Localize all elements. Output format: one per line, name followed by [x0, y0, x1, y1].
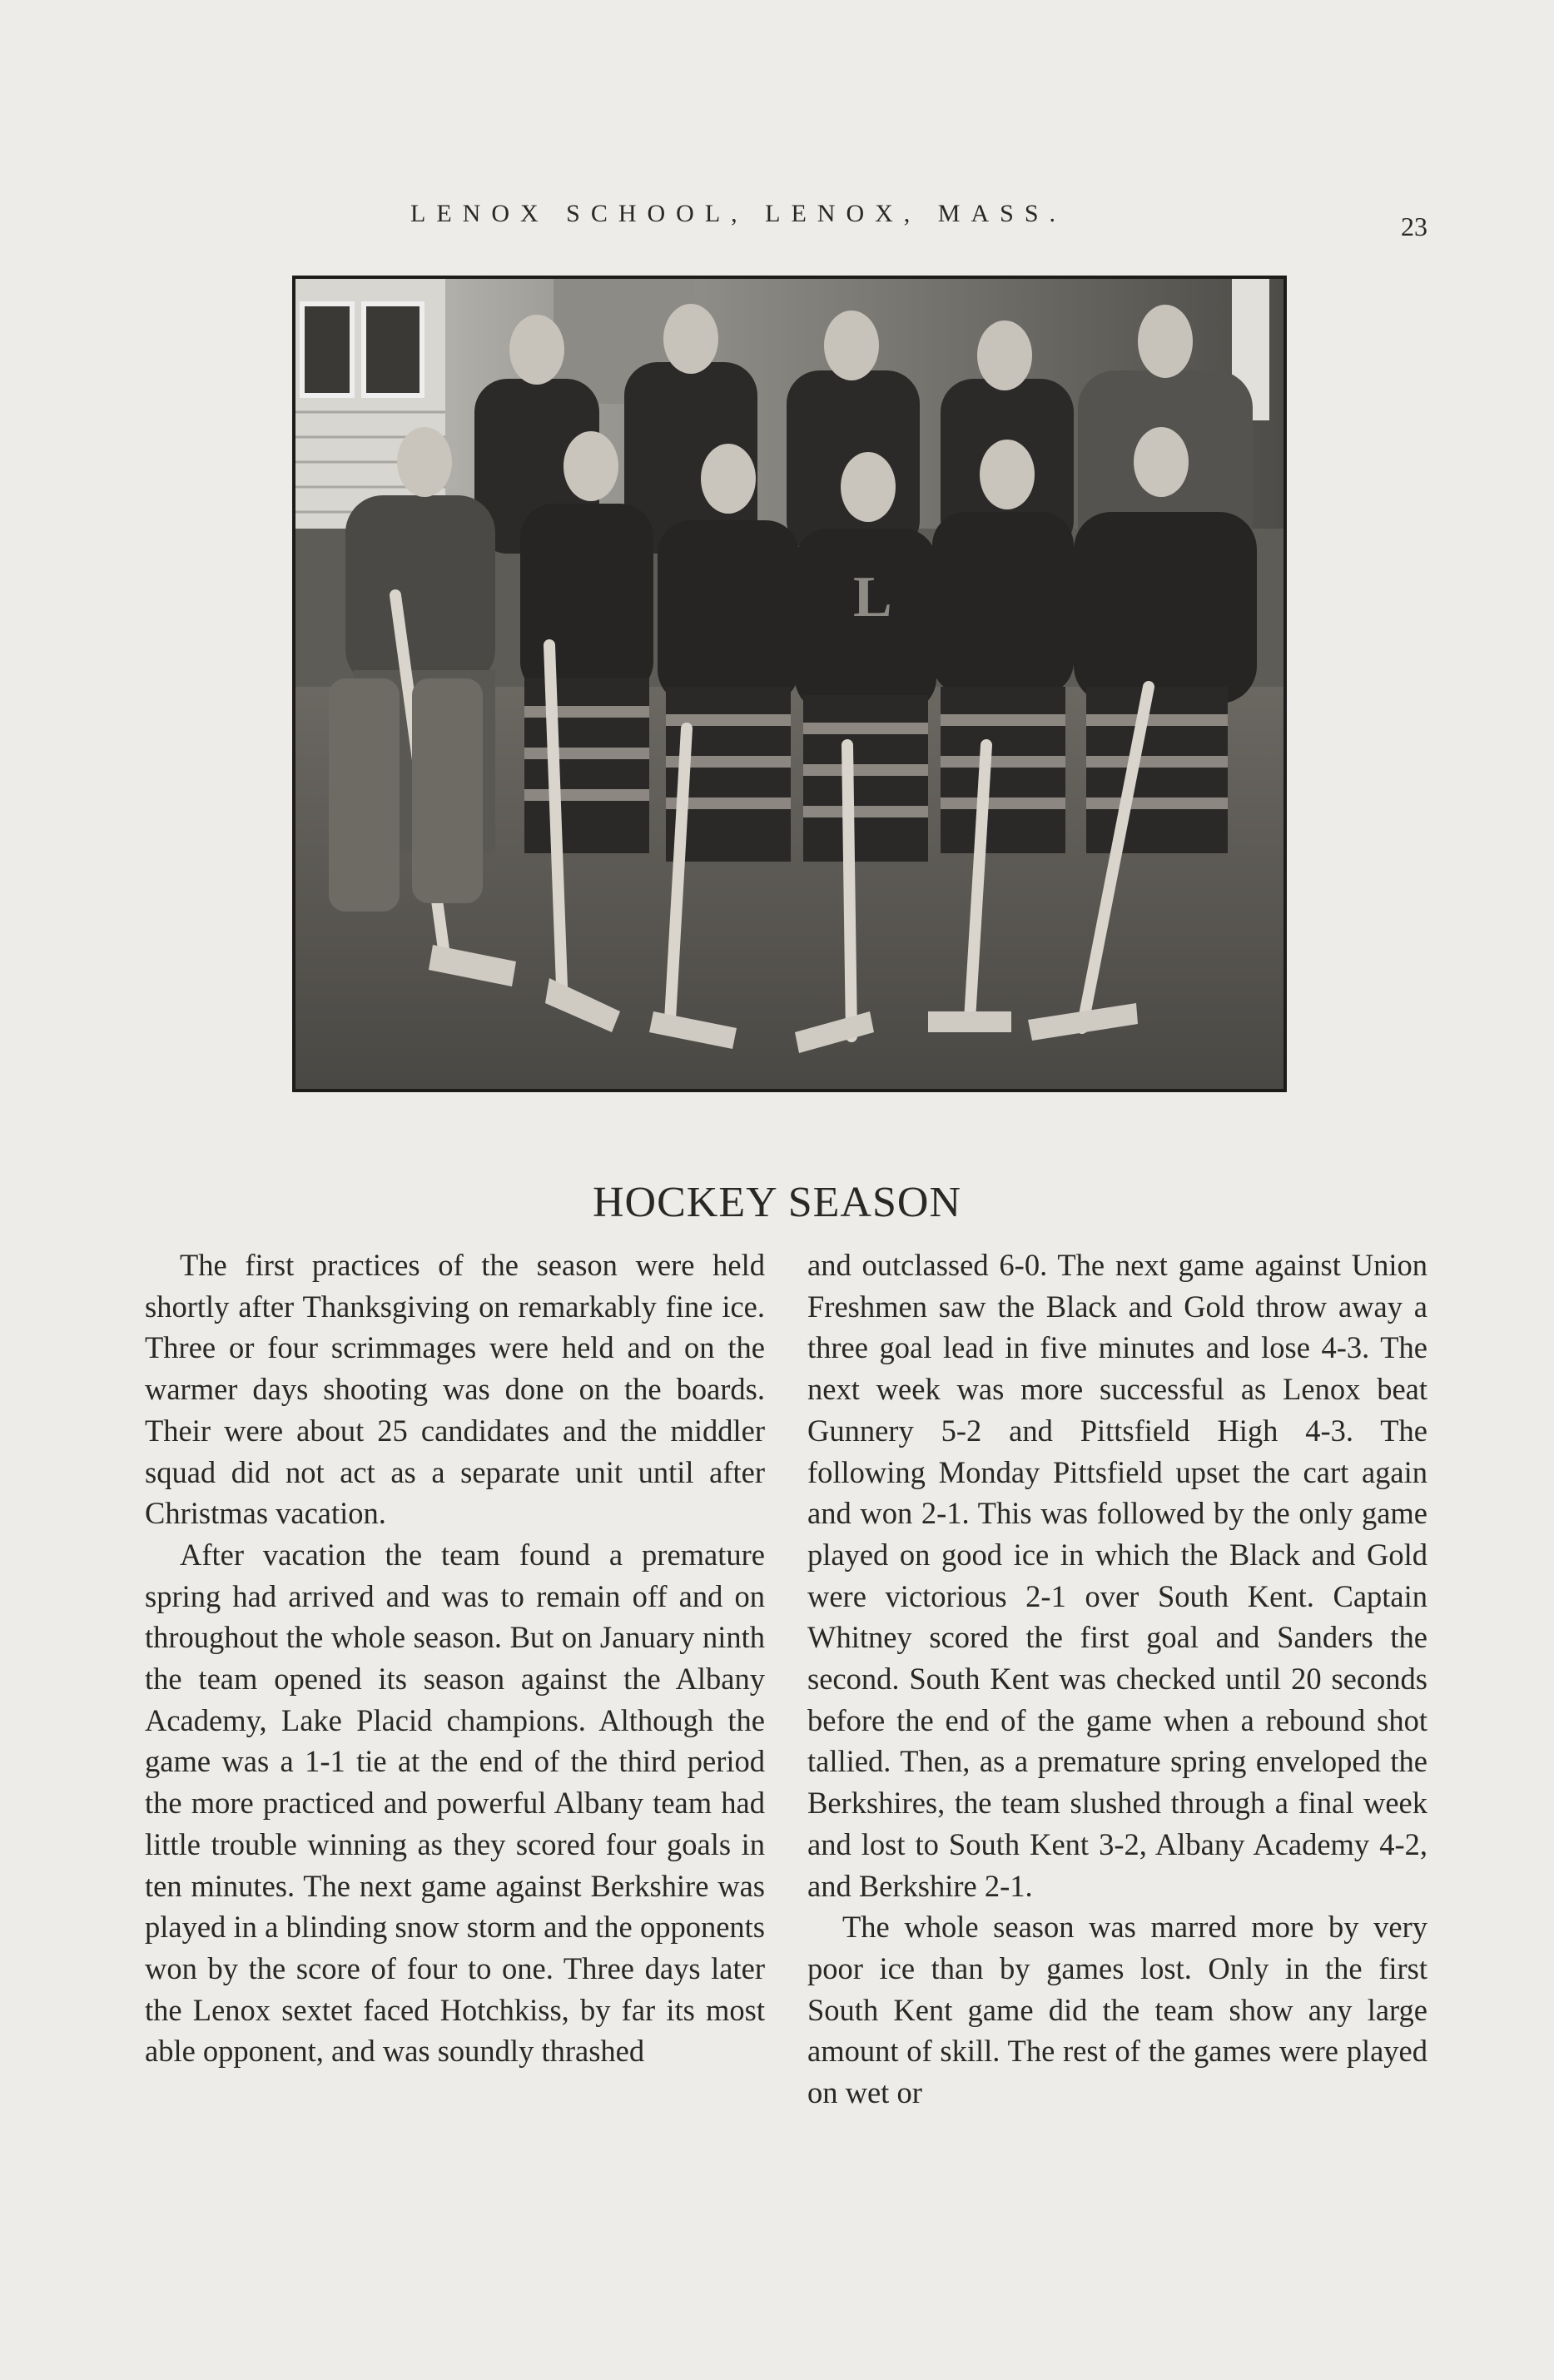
window-left	[302, 304, 352, 395]
left-column	[145, 1245, 765, 2072]
running-head: LENOX SCHOOL, LENOX, MASS.	[410, 200, 1067, 227]
page-number: 23	[1401, 211, 1427, 241]
paragraph: The whole season was marred more by very poor ice than by games lost. Only in the first South Kent game did the team show any large amount of skill. The rest of the games were played on wet or	[807, 1910, 1427, 2110]
paragraph: After vacation the team found a premature spring had arrived and was to remain off and on throughout the whole season. But on January ninth the team opened its season against the Albany Academy, Lake Placid champions. Although the game was a 1-1 tie at the end of the third period the more practiced and powerful Albany team had little trouble winning as they scored four goals in ten minutes. The next game against Berkshire was played in a blinding snow storm and the opponents won by the score of four to one. Three days later the Lenox sextet faced Hotchkiss, by far its most able opponent, and was soundly thrashed	[145, 1537, 765, 2069]
team-photo-illustration	[295, 279, 1283, 1089]
paragraph: The first practices of the season were held shortly after Thanksgiving on remarkably fine ice. Three or four scrimmages were held and on the warmer days shooting was done on the boards. Their were about 25 candidates and the middler squad did not act as a separate unit until after Christmas vacation.	[145, 1248, 765, 1531]
window-right	[364, 304, 422, 395]
team-photograph	[292, 276, 1287, 1092]
paragraph: and outclassed 6-0. The next game against Union Freshmen saw the Black and Gold throw away a three goal lead in five minutes and lose 4-3. The next week was more successful as Lenox beat Gunnery 5-2 and Pittsfield High 4-3. The following Monday Pittsfield upset the cart again and won 2-1. This was followed by the only game played on good ice in which the Black and Gold were victorious 2-1 over South Kent. Captain Whitney scored the first goal and Sanders the second. South Kent was checked until 20 seconds before the end of the game when a rebound shot tallied. Then, as a premature spring enveloped the Berkshires, the team slushed through a final week and lost to South Kent 3-2, Albany Academy 4-2, and Berkshire 2-1.	[807, 1248, 1427, 1903]
striped-leggings	[354, 670, 1228, 862]
jersey-letter: L	[853, 565, 892, 629]
article-title: HOCKEY SEASON	[593, 1179, 961, 1226]
right-column	[807, 1245, 1427, 2114]
